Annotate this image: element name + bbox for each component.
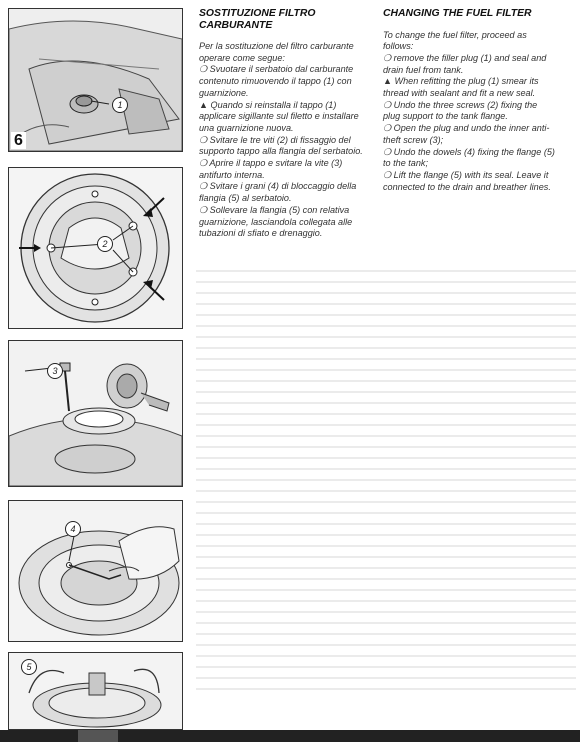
english-column (383, 8, 555, 193)
cap-support-illustration (9, 168, 182, 328)
english-paragraph: ❍ Open the plug and undo the inner anti-theft screw (3); (383, 123, 550, 145)
english-paragraph: ❍ Undo the three screws (2) fixing the plug support to the tank flange. (383, 99, 538, 122)
tank-cap-illustration (9, 9, 182, 151)
italian-column (199, 8, 371, 240)
english-paragraph: ▲ When refitting the plug (1) smear its thread with sealant and fit a new seal. (383, 76, 539, 99)
italian-paragraph: ▲ Quando si reinstalla il tappo (1) applicare sigillante sul filetto e installare una guarnizione nuova. (199, 99, 359, 133)
callout-5: 5 (21, 659, 37, 675)
english-paragraph: ❍ Lift the flange (5) with its seal. Leave it connected to the drain and breather lines. (383, 169, 551, 192)
italian-paragraph: ❍ Svitare i grani (4) di bloccaggio della flangia (5) al serbatoio. (199, 181, 357, 204)
italian-paragraph: Per la sostituzione del filtro carburante operare come segue: (199, 41, 354, 63)
bottom-bar-segment (78, 730, 118, 742)
figure-antitheft-screw (8, 340, 183, 487)
flange-dowels-illustration (9, 501, 182, 641)
callout-2: 2 (97, 236, 113, 252)
callout-4: 4 (65, 521, 81, 537)
italian-paragraph: ❍ Svitare le tre viti (2) di fissaggio del supporto tappo alla flangia del serbatoio. (199, 134, 363, 157)
callout-1: 1 (112, 97, 128, 113)
callout-3: 3 (47, 363, 63, 379)
bottom-bar (0, 730, 580, 742)
italian-paragraph: ❍ Aprire il tappo e svitare la vite (3) antifurto interna. (199, 158, 343, 180)
figure-number: 6 (11, 132, 26, 149)
italian-title: SOSTITUZIONE FILTRO CARBURANTE (199, 8, 316, 31)
italian-paragraph: ❍ Sollevare la flangia (5) con relativa guarnizione, lasciandola collegata alle tubazioni di sfiato e drenaggio. (199, 204, 353, 239)
antitheft-screw-illustration (9, 341, 182, 486)
italian-paragraph: ❍ Svuotare il serbatoio dal carburante contenuto rimuovendo il tappo (1) con guarnizione. (199, 64, 354, 98)
english-paragraph: To change the fuel filter, proceed as follows: (383, 29, 527, 52)
figure-cap-support (8, 167, 183, 329)
english-paragraph: ❍ remove the filler plug (1) and seal and drain fuel from tank. (383, 52, 547, 75)
figure-flange-lift (8, 652, 183, 730)
english-paragraph: ❍ Undo the dowels (4) fixing the flange (5) to the tank; (383, 146, 555, 169)
bleed-through-texture (196, 270, 576, 690)
english-title: CHANGING THE FUEL FILTER (383, 8, 532, 19)
figure-flange-dowels (8, 500, 183, 642)
figure-tank-cap (8, 8, 183, 152)
